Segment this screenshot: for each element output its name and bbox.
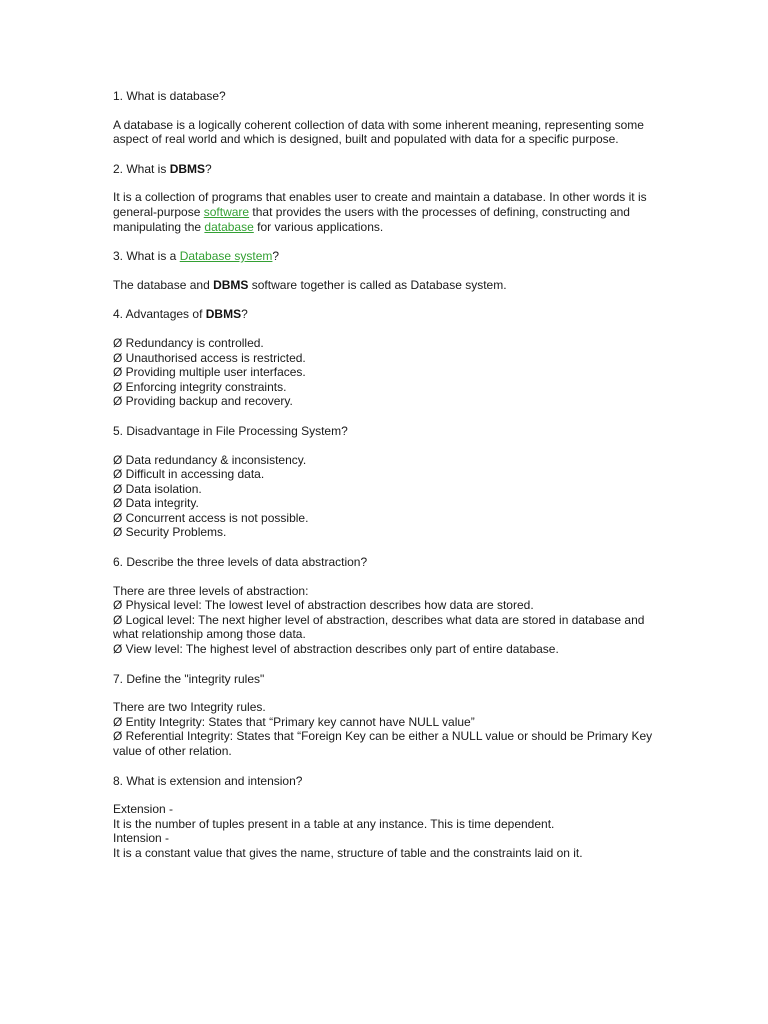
list-item: Ø Entity Integrity: States that “Primary key cannot have NULL value”	[113, 714, 475, 729]
list-item: Ø Referential Integrity: States that “Foreign Key can be either a NULL value or should be Primary Key value of other relation.	[113, 729, 653, 758]
answer-3-bold: DBMS	[213, 277, 249, 292]
list-item: Ø Redundancy is controlled.	[113, 335, 264, 350]
question-4-suffix: ?	[241, 307, 248, 322]
extension-heading: Extension -	[113, 802, 174, 817]
answer-3-part2: software together is called as Database system.	[248, 277, 507, 292]
question-2-suffix: ?	[205, 161, 212, 176]
list-item: Ø Concurrent access is not possible.	[113, 510, 309, 525]
question-6: 6. Describe the three levels of data abstraction?	[113, 555, 368, 570]
list-item: Ø Unauthorised access is restricted.	[113, 350, 306, 365]
answer-6-intro: There are three levels of abstraction:	[113, 583, 309, 598]
question-2-bold: DBMS	[169, 161, 206, 176]
answer-1: A database is a logically coherent collection of data with some inherent meaning, representing some aspect of real world and which is designed, built and populated with data for a specific purpose.	[113, 117, 644, 147]
list-item: Ø Providing backup and recovery.	[113, 394, 293, 409]
answer-3	[113, 278, 653, 293]
question-8: 8. What is extension and intension?	[113, 773, 303, 788]
extension-text: It is the number of tuples present in a table at any instance. This is time dependent.	[113, 816, 555, 831]
list-item: Ø Logical level: The next higher level of abstraction, describes what data are stored in database and what relationship among those data.	[113, 612, 645, 642]
list-item: Ø Data redundancy & inconsistency.	[113, 452, 307, 467]
answer-2-part3: for various applications.	[253, 219, 384, 234]
document-body	[113, 89, 653, 861]
question-3-prefix: 3. What is a	[113, 249, 180, 264]
list-item: Ø Physical level: The lowest level of abstraction describes how data are stored.	[113, 598, 534, 613]
advantages-list	[113, 336, 653, 409]
list-item: Ø Security Problems.	[113, 525, 227, 540]
list-item: Ø Enforcing integrity constraints.	[113, 379, 287, 394]
question-2	[113, 162, 653, 177]
question-7: 7. Define the "integrity rules"	[113, 671, 265, 686]
list-item: Ø Data integrity.	[113, 496, 199, 511]
question-1: 1. What is database?	[113, 89, 226, 103]
extension-intension	[113, 802, 653, 860]
intension-heading: Intension -	[113, 831, 170, 846]
answer-7-intro: There are two Integrity rules.	[113, 700, 266, 715]
database-link[interactable]: database	[204, 219, 254, 234]
question-2-prefix: 2. What is	[113, 161, 170, 176]
question-3-suffix: ?	[272, 249, 280, 264]
question-4-bold: DBMS	[205, 307, 242, 322]
list-item: Ø Data isolation.	[113, 481, 202, 496]
disadvantages-list	[113, 453, 653, 541]
list-item: Ø View level: The highest level of abstraction describes only part of entire database.	[113, 642, 559, 657]
question-4	[113, 307, 653, 322]
question-5: 5. Disadvantage in File Processing System?	[113, 423, 348, 438]
list-item: Ø Providing multiple user interfaces.	[113, 365, 306, 380]
answer-3-part1: The database and	[113, 277, 214, 292]
integrity-rules	[113, 700, 653, 758]
question-4-prefix: 4. Advantages of	[113, 307, 206, 322]
software-link[interactable]: software	[203, 204, 250, 219]
abstraction-levels	[113, 584, 653, 657]
answer-2-part1: It is a collection of programs that enables user to create and maintain a database. In other words it is general-purpose	[113, 190, 647, 219]
answer-2	[113, 190, 653, 234]
intension-text: It is a constant value that gives the name, structure of table and the constraints laid on it.	[113, 845, 583, 860]
database-system-link[interactable]: Database system	[179, 249, 273, 264]
list-item: Ø Difficult in accessing data.	[113, 467, 265, 482]
answer-2-part2: that provides the users with the processes of defining, constructing and manipulating the	[113, 204, 630, 234]
question-3	[113, 249, 653, 264]
